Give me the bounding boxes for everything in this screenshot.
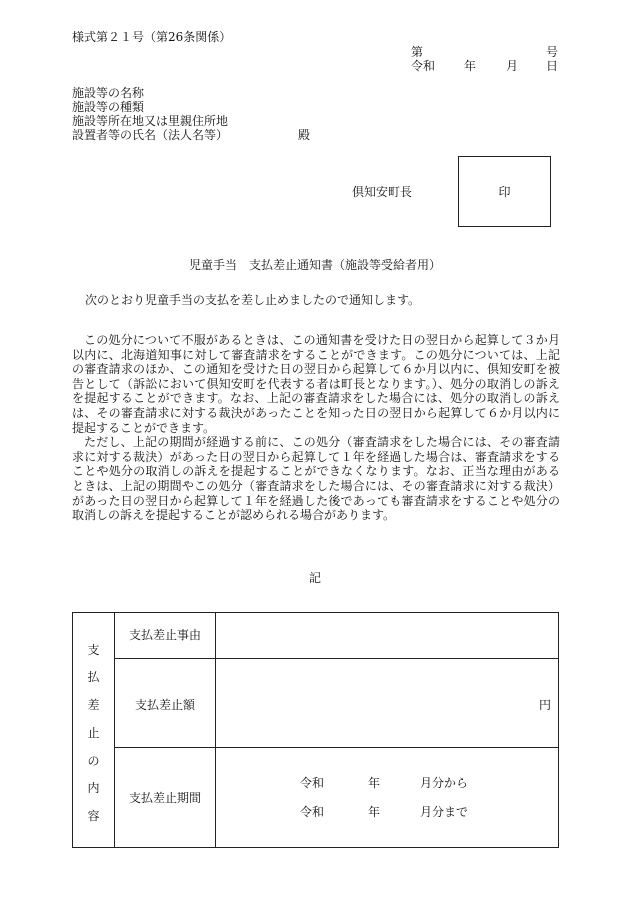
issuer-title: 倶知安町長 (352, 185, 413, 199)
facility-address-label: 施設等所在地又は里親住所地 (72, 114, 229, 128)
period-to-month: 月分まで (420, 805, 469, 819)
appeal-paragraph-1: この処分について不服があるときは、この通知書を受けた日の翌日から起算して３か月以内に、北海道知事に対して審査請求をすることができます。この処分については、上記の審査請求のほか、この通知を受けた日の翌日から起算して６か月以内に、倶知安町を被告として（訴訟において倶知安町を代表する者は町長となります。）、処分の取消しの訴えを提起することができます。なお、上記の審査請求をした場合には、処分の取消しの訴えは、その審査請求に対する裁決があったことを知った日の翌日から起算して６か月以内に提起することができます。 (72, 333, 560, 435)
period-to-year: 年 (368, 805, 381, 819)
doc-number-suffix: 号 (546, 45, 559, 59)
seal-box (458, 156, 551, 227)
form-number: 様式第２１号（第26条関係） (72, 30, 232, 44)
side-label-char: 内 (87, 781, 100, 795)
date-month: 月 (506, 59, 519, 73)
facility-type-label: 施設等の種類 (72, 100, 145, 114)
appeal-notice (72, 333, 560, 523)
reason-label: 支払差止事由 (128, 628, 201, 642)
side-label-char: 支 (87, 643, 100, 657)
table-divider (114, 613, 115, 847)
ki-marker: 記 (309, 571, 322, 585)
table-divider (215, 613, 216, 847)
period-to-era: 令和 (300, 805, 325, 819)
date-year: 年 (464, 59, 477, 73)
facility-name-label: 施設等の名称 (72, 86, 145, 100)
seal-mark: 印 (498, 185, 511, 199)
period-from-month: 月分から (420, 776, 469, 790)
date-era: 令和 (411, 59, 436, 73)
amount-label: 支払差止額 (134, 698, 195, 712)
side-label-char: 容 (87, 809, 100, 823)
honorific: 殿 (298, 128, 311, 142)
doc-number-prefix: 第 (411, 45, 424, 59)
date-day: 日 (546, 59, 559, 73)
side-label-char: 差 (87, 698, 100, 712)
period-from-year: 年 (368, 776, 381, 790)
side-label-char: 払 (87, 670, 100, 684)
side-label-char: 止 (87, 726, 100, 740)
intro-text: 次のとおり児童手当の支払を差し止めましたので通知します。 (85, 293, 421, 307)
table-divider (114, 747, 558, 748)
table-divider (114, 658, 558, 659)
period-from-era: 令和 (300, 776, 325, 790)
appeal-paragraph-2: ただし、上記の期間が経過する前に、この処分（審査請求をした場合には、その審査請求に対する裁決）があった日の翌日から起算して１年を経過した場合は、審査請求をすることや処分の取消しの訴えを提起することができなくなります。なお、正当な理由があるときは、上記の期間やこの処分（審査請求をした場合には、その審査請求に対する裁決）があった日の翌日から起算して１年を経過した後であっても審査請求をすることや処分の取消しの訴えを提起することが認められる場合があります。 (72, 435, 560, 523)
period-label: 支払差止期間 (128, 791, 201, 805)
founder-name-label: 設置者等の氏名（法人名等） (72, 128, 229, 142)
document-title: 児童手当 支払差止通知書（施設等受給者用） (188, 258, 441, 272)
amount-unit: 円 (539, 698, 552, 712)
suspension-details-table (72, 612, 559, 848)
side-label-char: の (87, 754, 100, 768)
